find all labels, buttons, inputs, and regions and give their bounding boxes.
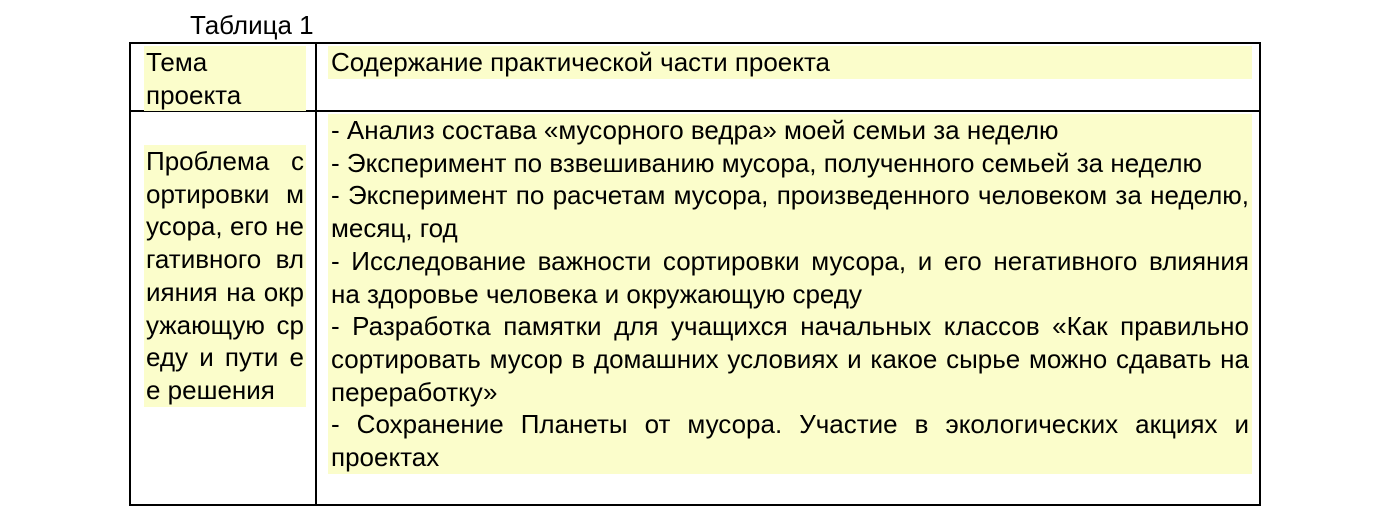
content-list-item: - Анализ состава «мусорного ведра» моей семьи за неделю [331,115,1059,145]
content-list-item: - Эксперимент по взвешиванию мусора, полученного семьей за неделю [331,147,1203,178]
project-table [129,42,1261,506]
table-caption: Таблица 1 [190,10,314,40]
project-content-cell [328,114,1252,474]
content-list-item: - Исследование важности сортировки мусора, и его негативного влияния на здоровье человека и окружающую среду [331,245,1249,309]
project-topic-cell: Проблема сортировки мусора, его негативного влияния на окружающую среду и пути ее решения [146,146,304,405]
content-list-item: - Эксперимент по расчетам мусора, произведенного человеком за неделю, месяц, год [331,180,1249,244]
column-divider [315,44,317,504]
content-list-item: - Разработка памятки для учащихся начальных классов «Как правильно сортировать мусор в домашних условиях и какое сырье можно сдавать на переработку» [331,311,1249,407]
topic-header-cell: Тема проекта [144,46,306,111]
content-header-cell: Содержание практической части проекта [328,46,1252,79]
content-list-item: - Сохранение Планеты от мусора. Участие в экологических акциях и проектах [331,409,1249,473]
